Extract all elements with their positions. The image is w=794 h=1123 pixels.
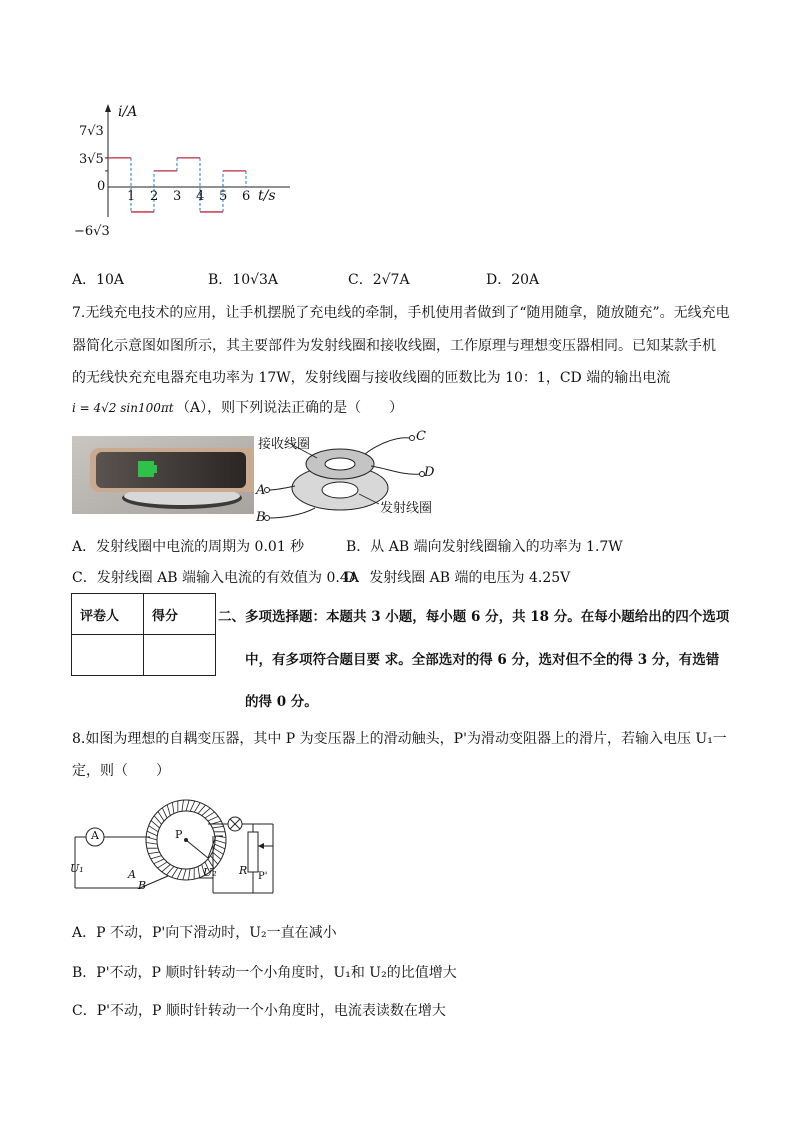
winding-line xyxy=(151,856,162,859)
x-tick-label: 4 xyxy=(196,189,205,204)
winding-line xyxy=(189,869,191,880)
q6-option-c[interactable]: C．2√7A xyxy=(348,272,410,288)
winding-line xyxy=(148,852,159,854)
section-heading: 中，有多项符合题目要 求。全部选对的得 6 分，选对但不全的得 3 分，有选错 xyxy=(245,652,720,668)
u1-label: U₁ xyxy=(70,862,84,875)
winding-line xyxy=(162,864,171,871)
x-tick-label: 1 xyxy=(127,189,136,204)
y-tick-label: 3√5 xyxy=(79,152,104,167)
winding-line xyxy=(182,800,184,811)
q8-option-c[interactable]: C．P'不动，P 顺时针转动一个小角度时，电流表读数在增大 xyxy=(72,1003,446,1019)
winding-line xyxy=(194,803,200,813)
score-header: 得分 xyxy=(144,594,216,635)
receive-coil-label: 接收线圈 xyxy=(258,437,311,452)
winding-line xyxy=(186,800,189,811)
x-tick-label: 2 xyxy=(150,189,159,204)
q7-stem-line: 器简化示意图如图所示，其主要部件为发射线圈和接收线圈，工作原理与理想变压器相同。已知某款手机 xyxy=(72,338,716,354)
winding-line xyxy=(151,821,160,828)
winding-line xyxy=(158,811,164,821)
winding-line xyxy=(172,868,178,878)
ammeter-label: A xyxy=(91,829,99,842)
transmit-coil-label: 发射线圈 xyxy=(380,501,433,516)
q7-option-d[interactable]: D．发射线圈 AB 端的电压为 4.25V xyxy=(344,570,571,586)
q8-option-b[interactable]: B．P'不动，P 顺时针转动一个小角度时，U₁和 U₂的比值增大 xyxy=(72,965,457,981)
winding-line xyxy=(215,844,225,849)
y-axis-arrow xyxy=(105,104,111,112)
winding-line xyxy=(177,869,182,879)
winding-line xyxy=(157,862,167,868)
winding-line xyxy=(212,826,223,828)
q7-stem-line: 7.无线充电技术的应用，让手机摆脱了充电线的牵制，手机使用者做到了“随用随拿，随放随充”。无线充电 xyxy=(72,305,730,321)
terminal-b-label: B xyxy=(256,510,266,525)
winding-line xyxy=(205,812,215,818)
winding-line xyxy=(172,802,174,813)
resistor-label: R xyxy=(239,864,248,877)
terminal-c-label: C xyxy=(416,429,426,444)
winding-line xyxy=(210,856,217,865)
terminal-d-label: D xyxy=(424,465,435,480)
q7-formula: i = 4√2 sin100πt xyxy=(72,401,174,415)
q6-option-d[interactable]: D．20A xyxy=(486,272,540,288)
terminal-b-label: B xyxy=(138,879,147,892)
grading-table xyxy=(71,593,216,676)
terminal-a-label: A xyxy=(256,483,266,498)
slider-p-label: P xyxy=(175,828,183,841)
section-heading: 二、多项选择题：本题共 3 小题，每小题 6 分，共 18 分。在每小题给出的四个选项 xyxy=(218,609,730,625)
q7-stem-tail: （A），则下列说法正确的是（ ） xyxy=(176,400,404,416)
winding-line xyxy=(147,831,157,836)
grader-cell[interactable] xyxy=(72,635,144,676)
terminal-a-label: A xyxy=(128,868,136,881)
winding-line xyxy=(183,869,186,880)
slider-pprime-label: P' xyxy=(258,871,268,882)
winding-line xyxy=(154,816,161,825)
winding-line xyxy=(208,816,218,821)
winding-line xyxy=(202,808,211,815)
q8-stem-line: 定，则（ ） xyxy=(72,763,170,779)
grader-header: 评卷人 xyxy=(72,594,144,635)
x-tick-label: 6 xyxy=(242,189,251,204)
wireless-charger-photo xyxy=(72,436,254,514)
y-tick-label: −6√3 xyxy=(74,224,110,239)
winding-line xyxy=(198,805,205,814)
q8-option-a[interactable]: A．P 不动，P'向下滑动时，U₂一直在减小 xyxy=(72,925,337,941)
q6-option-b[interactable]: B．10√3A xyxy=(208,272,279,288)
winding-line xyxy=(215,840,226,843)
q7-option-b[interactable]: B．从 AB 端向发射线圈输入的功率为 1.7W xyxy=(346,539,623,555)
q7-stem-line: 的无线快充充电器充电功率为 17W，发射线圈与接收线圈的匝数比为 10：1，CD 端的输出电流 xyxy=(72,370,671,386)
x-tick-label: 3 xyxy=(173,189,182,204)
winding-line xyxy=(212,852,221,859)
winding-line xyxy=(146,843,157,845)
winding-line xyxy=(167,805,170,816)
winding-line xyxy=(167,866,174,875)
score-cell[interactable] xyxy=(144,635,216,676)
winding-line xyxy=(214,848,224,854)
autotransformer-circuit xyxy=(68,798,308,898)
winding-line xyxy=(190,801,195,811)
q7-option-a[interactable]: A．发射线圈中电流的周期为 0.01 秒 xyxy=(72,539,305,555)
winding-line xyxy=(154,859,164,864)
y-axis-label: i/A xyxy=(118,104,138,120)
winding-line xyxy=(162,808,167,818)
x-axis-label: t/s xyxy=(258,188,276,204)
y-tick-label: 7√3 xyxy=(79,124,104,139)
q7-option-c[interactable]: C．发射线圈 AB 端输入电流的有效值为 0.4A xyxy=(72,570,359,586)
q6-option-a[interactable]: A．10A xyxy=(72,272,125,288)
section-heading: 的得 0 分。 xyxy=(245,694,318,710)
y-tick-label: 0 xyxy=(97,179,106,194)
x-tick-label: 5 xyxy=(219,189,228,204)
u2-label: U₂ xyxy=(203,866,217,879)
winding-line xyxy=(149,826,159,832)
q8-stem-line: 8.如图为理想的自耦变压器，其中 P 为变压器上的滑动触头，P'为滑动变阻器上的滑片，若输入电压 U₁一 xyxy=(72,731,727,747)
winding-line xyxy=(198,866,200,877)
